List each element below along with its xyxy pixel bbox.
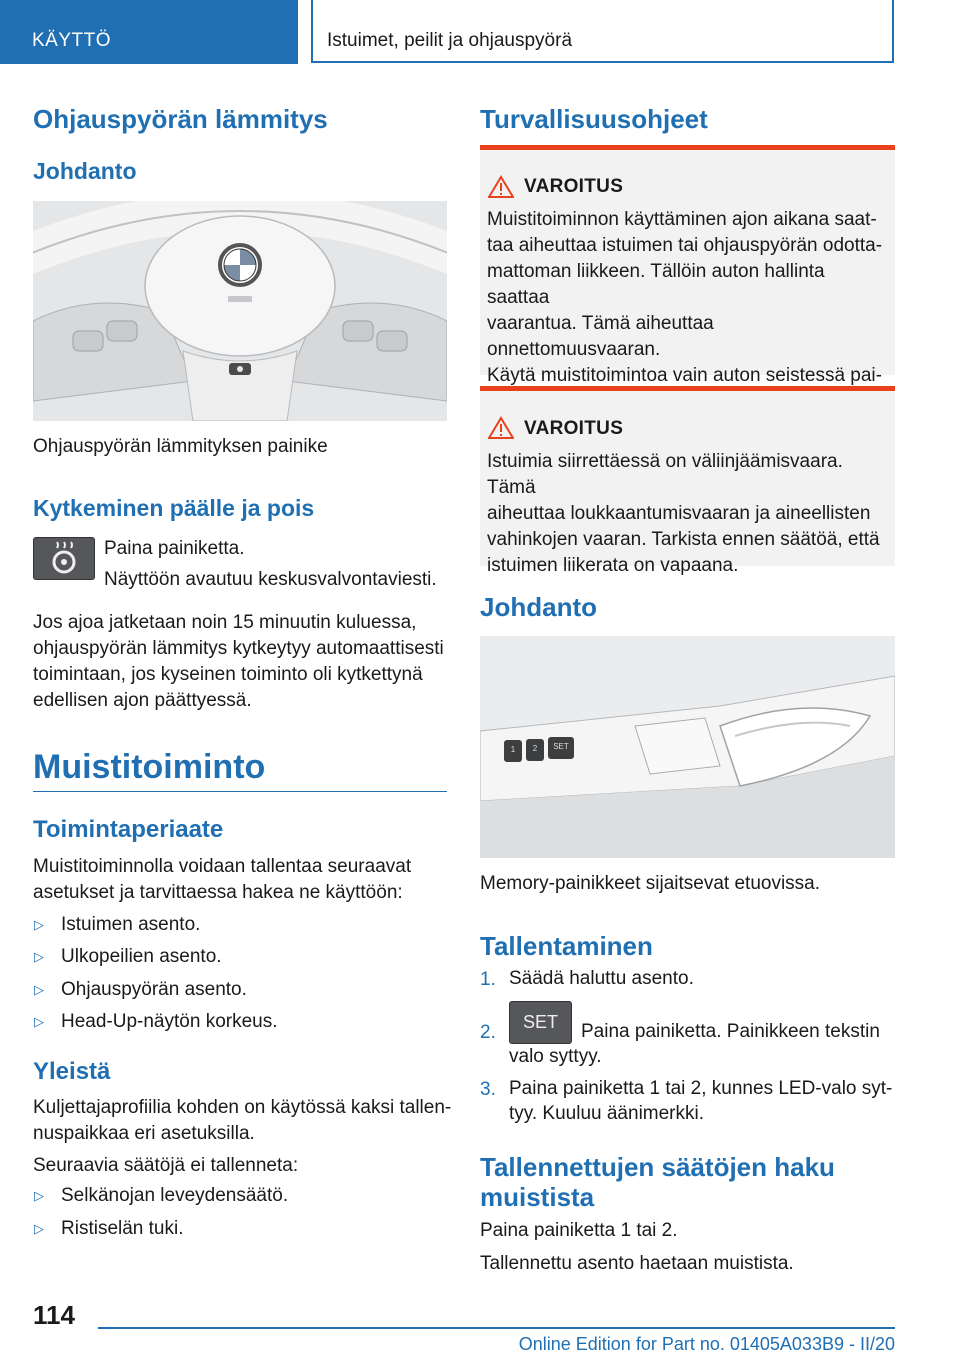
warning-text-1: Muistitoiminnon käyttäminen ajon aikana saat- taa aiheuttaa istuimen tai ohjauspyörän odotta- mattoman liikkeen. Tällöin auton hallinta saattaa vaarantua. Tämä aiheuttaa onnettomuusvaaran. Käytä muistitoimintoa vain auton seistessä pai-: [487, 209, 883, 386]
memory-divider: [33, 791, 447, 792]
door-button-2: 2: [532, 744, 538, 753]
onoff-title: Kytkeminen päälle ja pois: [33, 495, 315, 521]
heating-title: Ohjauspyörän lämmitys: [33, 104, 328, 134]
section-label: KÄYTTÖ: [32, 30, 112, 51]
wheel-caption: Ohjauspyörän lämmityksen painike: [33, 436, 328, 457]
safety-title: Turvallisuusohjeet: [480, 104, 708, 134]
bullet-triangle-icon: ▷: [34, 1221, 44, 1236]
bullet-triangle-icon: ▷: [34, 982, 44, 997]
steering-wheel-drawing: [33, 201, 447, 421]
set-button-icon: [509, 1001, 572, 1044]
step-2-text: Paina painiketta. Painikkeen tekstin: [581, 1021, 880, 1042]
recall-title: Tallennettujen säätöjen haku muistista: [480, 1152, 835, 1212]
warning-triangle-icon: [488, 416, 514, 440]
save-title: Tallentaminen: [480, 931, 653, 961]
general-title: Yleistä: [33, 1058, 111, 1085]
warning-text-2: Istuimia siirrettäessä on väliinjäämisvaara. Tämä aiheuttaa loukkaantumisvaaran ja aineellisten vahinkojen vaaran. Tarkista ennen säätöä, että istuimen liikerata on vapaana.: [487, 451, 880, 576]
press-button-text: Paina painiketta.: [104, 538, 245, 559]
recall-text-1: Paina painiketta 1 tai 2.: [480, 1220, 678, 1241]
chapter-label: Istuimet, peilit ja ohjauspyörä: [327, 30, 573, 51]
set-button-label: SET: [522, 1012, 558, 1032]
step-3-text-cont: tyy. Kuuluu äänimerkki.: [509, 1103, 705, 1124]
step-1-text: Säädä haluttu asento.: [509, 968, 694, 989]
step-number: 1.: [480, 969, 496, 990]
warning-box-2: [480, 386, 895, 576]
step-2-text-cont: valo syttyy.: [509, 1046, 602, 1067]
warning-title-2: VAROITUS: [524, 418, 624, 439]
memory-title: Muistitoiminto: [33, 748, 266, 786]
bullet-triangle-icon: ▷: [34, 1188, 44, 1203]
door-button-1: 1: [510, 745, 516, 754]
principle-title: Toimintaperiaate: [33, 816, 224, 843]
step-number: 3.: [480, 1079, 496, 1100]
principle-paragraph: Muistitoiminnolla voidaan tallentaa seuraavat asetukset ja tarvittaessa hakea ne käyttöön:: [33, 856, 412, 903]
general-paragraph: Kuljettajaprofiilia kohden on käytössä kaksi tallen- nuspaikkaa eri asetuksilla.: [33, 1097, 452, 1144]
edition-text: Online Edition for Part no. 01405A033B9 - II/20: [518, 1334, 895, 1354]
section-tab: [0, 0, 298, 64]
bullet-triangle-icon: ▷: [34, 917, 44, 932]
bullet-triangle-icon: ▷: [34, 949, 44, 964]
heated-wheel-button-icon: [33, 537, 95, 580]
step-3-text: Paina painiketta 1 tai 2, kunnes LED-valo syt-: [509, 1078, 893, 1099]
intro-title-right: Johdanto: [480, 592, 597, 622]
footer-divider: [98, 1327, 895, 1329]
display-message-text: Näyttöön avautuu keskusvalvontaviesti.: [104, 569, 437, 590]
chapter-box: [311, 0, 894, 63]
recall-text-2: Tallennettu asento haetaan muistista.: [480, 1253, 794, 1274]
not-saved-text: Seuraavia säätöjä ei tallenneta:: [33, 1155, 299, 1176]
steering-wheel-image: [33, 201, 447, 421]
door-panel-image: [480, 636, 895, 858]
auto-paragraph: Jos ajoa jatketaan noin 15 minuutin kuluessa, ohjauspyörän lämmitys kytkeytyy automaattisesti toimintaan, jos kyseinen toiminto oli kytkettynä edellisen ajon päättyessä.: [33, 612, 444, 711]
step-number: 2.: [480, 1022, 496, 1043]
warning-box-1: [480, 145, 895, 386]
intro-title-left: Johdanto: [33, 158, 137, 184]
door-caption: Memory-painikkeet sijaitsevat etuovissa.: [480, 873, 821, 894]
page-number: 114: [33, 1300, 75, 1330]
warning-triangle-icon: [488, 175, 514, 199]
bullet-triangle-icon: ▷: [34, 1014, 44, 1029]
warning-title-1: VAROITUS: [524, 176, 624, 197]
door-button-set: SET: [553, 742, 569, 751]
